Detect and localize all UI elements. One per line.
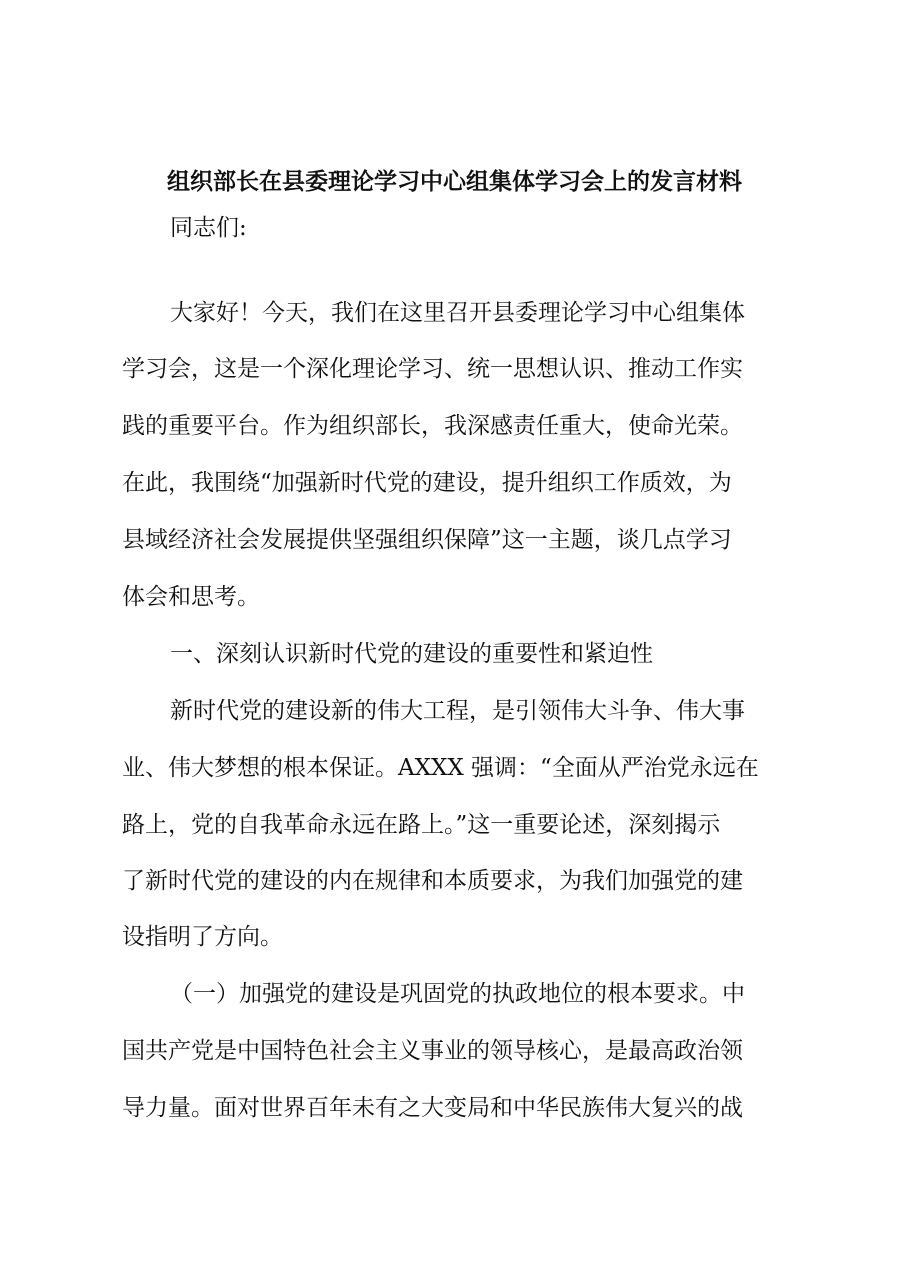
salutation-line: 同志们:: [170, 215, 247, 241]
body-line: 国共产党是中国特色社会主义事业的领导核心，是最高政治领: [122, 1038, 743, 1064]
body-line: 导力量。面对世界百年未有之大变局和中华民族伟大复兴的战: [122, 1095, 743, 1121]
body-line: 大家好！今天，我们在这里召开县委理论学习中心组集体: [170, 300, 745, 326]
body-line: 县域经济社会发展提供坚强组织保障”这一主题，谈几点学习: [122, 527, 732, 553]
body-line: 在此，我围绕“加强新时代党的建设，提升组织工作质效，为: [122, 470, 732, 496]
body-line: 践的重要平台。作为组织部长，我深感责任重大，使命光荣。: [122, 413, 743, 439]
subsection-line: （一）加强党的建设是巩固党的执政地位的根本要求。中: [170, 981, 745, 1007]
body-line: 路上，党的自我革命永远在路上。”这一重要论述，深刻揭示: [122, 812, 721, 838]
body-line: 新时代党的建设新的伟大工程，是引领伟大斗争、伟大事: [170, 698, 745, 724]
body-line: 了新时代党的建设的内在规律和本质要求，为我们加强党的建: [122, 868, 743, 894]
body-line: 设指明了方向。: [122, 924, 283, 950]
body-line: 体会和思考。: [122, 584, 260, 610]
document-title: 组织部长在县委理论学习中心组集体学习会上的发言材料: [167, 169, 742, 195]
body-line: 学习会，这是一个深化理论学习、统一思想认识、推动工作实: [122, 356, 743, 382]
body-line: 业、伟大梦想的根本保证。AXXX 强调：“全面从严治党永远在: [122, 755, 759, 781]
section-heading: 一、深刻认识新时代党的建设的重要性和紧迫性: [170, 641, 653, 667]
